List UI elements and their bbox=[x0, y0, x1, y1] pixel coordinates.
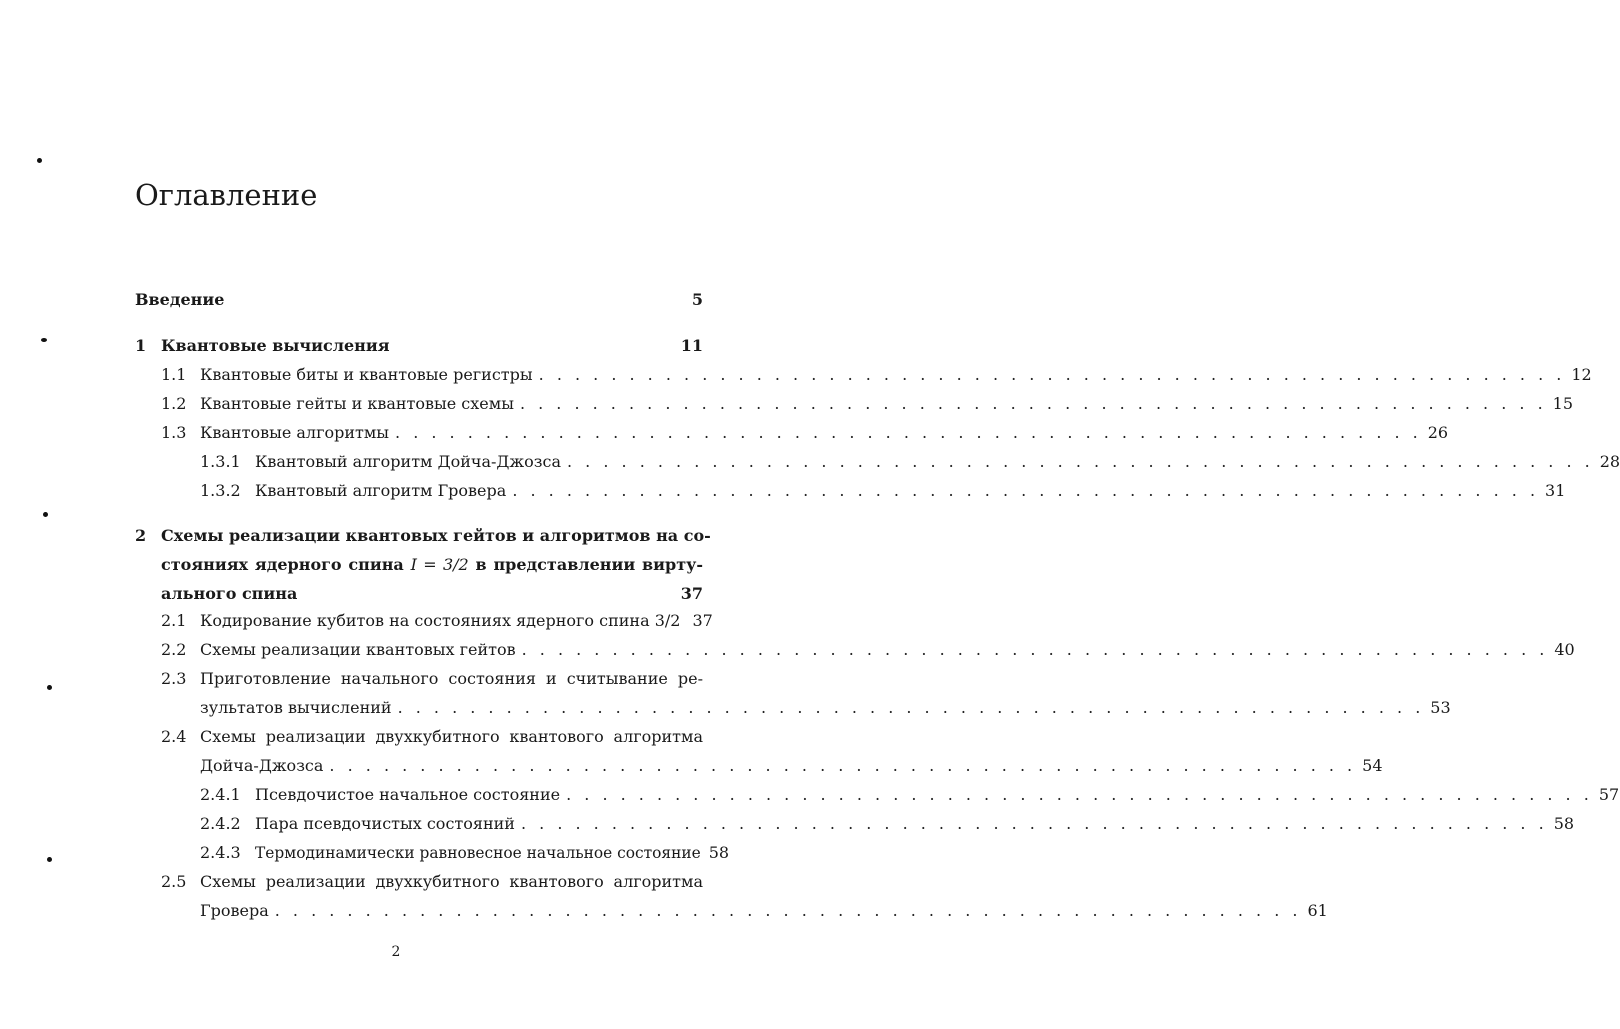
toc-number: 1.3.2 bbox=[200, 481, 241, 500]
toc-page: 54 bbox=[1362, 756, 1383, 775]
toc-number: 2.1 bbox=[161, 611, 187, 630]
toc-subsection-1-3-1[interactable] bbox=[200, 446, 1620, 472]
toc-page: 28 bbox=[1599, 452, 1620, 471]
leader-dots: . . . . . . . . . . . . . . . . . . . . . . . . . . . . . . . . . . . . . . . . . . . . . . . . . . . . . . . . . bbox=[520, 814, 1548, 833]
toc-page: 37 bbox=[692, 611, 713, 630]
toc-number: 1.3.1 bbox=[200, 452, 241, 471]
toc-label: Пара псевдочистых состояний bbox=[255, 814, 515, 833]
page-title: Оглавление bbox=[135, 178, 318, 212]
leader-dots: . . . . . . . . . . . . . . . . . . . . . . . . . . . . . . . . . . . . . . . . . . . . . . . . . . . . . . . . . bbox=[521, 640, 1549, 659]
toc-subsection-2-4-1[interactable] bbox=[200, 779, 1620, 805]
toc-label-line-2: Дойча-Джозса bbox=[200, 756, 324, 775]
toc-subsection-1-3-2[interactable] bbox=[200, 475, 1566, 501]
toc-section-2-3[interactable] bbox=[161, 663, 703, 689]
toc-page: 58 bbox=[1553, 814, 1575, 833]
toc-page: 12 bbox=[1571, 365, 1592, 384]
scan-speck bbox=[43, 512, 48, 517]
toc-page: 53 bbox=[1430, 698, 1451, 717]
toc-page: 61 bbox=[1307, 901, 1328, 920]
toc-number: 2.5 bbox=[161, 872, 187, 891]
toc-label-line-2: Гровера bbox=[200, 901, 269, 920]
page-number: 2 bbox=[391, 944, 401, 960]
toc-section-2-4[interactable] bbox=[161, 721, 703, 747]
toc-label: Схемы реализации квантовых гейтов bbox=[200, 640, 516, 659]
toc-section-2-5-line-2 bbox=[200, 895, 1328, 921]
toc-chapter-2-line-2: стояниях ядерного спина I = 3/2 в представлении вирту- bbox=[161, 555, 703, 574]
toc-subsection-2-4-2[interactable] bbox=[200, 808, 1575, 834]
toc-page: 11 bbox=[680, 336, 703, 355]
toc-page: 58 bbox=[708, 843, 730, 862]
toc-label-line-2: зультатов вычислений bbox=[200, 698, 392, 717]
scan-speck bbox=[47, 685, 52, 690]
toc-number: 1 bbox=[135, 336, 147, 355]
scan-speck bbox=[47, 857, 52, 862]
toc-page: 26 bbox=[1427, 423, 1449, 442]
toc-page: 37 bbox=[680, 584, 703, 603]
toc-page: 40 bbox=[1554, 640, 1575, 659]
scan-speck bbox=[37, 158, 42, 163]
toc-chapter-2-line-3 bbox=[161, 578, 703, 604]
math-expression: I = 3/2 bbox=[410, 555, 469, 574]
toc-page: 15 bbox=[1552, 394, 1574, 413]
leader-dots: . . . . . . . . . . . . . . . . . . . . . . . . . . . . . . . . . . . . . . . . . . . . . . . . . . . . . . . . . bbox=[512, 481, 1540, 500]
toc-section-2-3-line-2 bbox=[200, 692, 1451, 718]
toc-label-line-3: ального спина bbox=[161, 584, 298, 603]
toc-label: Квантовые алгоритмы bbox=[200, 423, 390, 442]
toc-section-2-1[interactable] bbox=[161, 605, 713, 631]
toc-number: 2.4.3 bbox=[200, 843, 241, 862]
leader-dots: . . . . . . . . . . . . . . . . . . . . . . . . . . . . . . . . . . . . . . . . . . . . . . . . . . . . . . . . . bbox=[395, 423, 1422, 442]
toc-number: 2.4 bbox=[161, 727, 187, 746]
toc-label-line-1: Схемы реализации квантовых гейтов и алгоритмов на со- bbox=[161, 526, 711, 545]
toc-label-line-1: Приготовление начального состояния и считывание ре- bbox=[200, 669, 703, 688]
toc-section-2-4-line-2 bbox=[200, 750, 1383, 776]
toc-section-1-2[interactable] bbox=[161, 388, 1574, 414]
toc-label: Псевдочистое начальное состояние bbox=[255, 785, 561, 804]
leader-dots: . . . . . . . . . . . . . . . . . . . . . . . . . . . . . . . . . . . . . . . . . . . . . . . . . . . . . . . . . bbox=[397, 698, 1425, 717]
toc-section-2-5[interactable] bbox=[161, 866, 703, 892]
toc-label: Введение bbox=[135, 290, 225, 309]
toc-section-2-2[interactable] bbox=[161, 634, 1575, 660]
leader-dots: . . . . . . . . . . . . . . . . . . . . . . . . . . . . . . . . . . . . . . . . . . . . . . . . . . . . . . . . . bbox=[329, 756, 1357, 775]
toc-number: 1.1 bbox=[161, 365, 187, 384]
toc-number: 2.4.2 bbox=[200, 814, 241, 833]
toc-number: 2 bbox=[135, 526, 147, 545]
toc-page: 5 bbox=[691, 290, 703, 309]
toc-label: Квантовый алгоритм Дойча-Джозса bbox=[255, 452, 561, 471]
toc-label-line-1: Схемы реализации двухкубитного квантового алгоритма bbox=[200, 727, 703, 746]
toc-subsection-2-4-3[interactable] bbox=[200, 837, 730, 863]
toc-number: 2.3 bbox=[161, 669, 187, 688]
toc-number: 2.4.1 bbox=[200, 785, 241, 804]
leader-dots: . . . . . . . . . . . . . . . . . . . . . . . . . . . . . . . . . . . . . . . . . . . . . . . . . . . . . . . . . bbox=[519, 394, 1547, 413]
toc-chapter-2[interactable] bbox=[135, 520, 711, 546]
leader-dots: . . . . . . . . . . . . . . . . . . . . . . . . . . . . . . . . . . . . . . . . . . . . . . . . . . . . . . . . . bbox=[566, 785, 1593, 804]
toc-label: Квантовые вычисления bbox=[161, 336, 390, 355]
scan-speck bbox=[41, 338, 47, 342]
toc-page: 57 bbox=[1598, 785, 1620, 804]
toc-number: 1.3 bbox=[161, 423, 187, 442]
toc-label: Термодинамически равновесное начальное состояние bbox=[255, 844, 701, 862]
toc-number: 2.2 bbox=[161, 640, 187, 659]
toc-label: Кодирование кубитов на состояниях ядерного спина 3/2 bbox=[200, 611, 681, 630]
toc-label: Квантовые гейты и квантовые схемы bbox=[200, 394, 514, 413]
toc-label-line-1: Схемы реализации двухкубитного квантового алгоритма bbox=[200, 872, 703, 891]
leader-dots: . . . . . . . . . . . . . . . . . . . . . . . . . . . . . . . . . . . . . . . . . . . . . . . . . . . . . . . . . bbox=[538, 365, 1566, 384]
toc-section-1-1[interactable] bbox=[161, 359, 1592, 385]
toc-chapter-1[interactable] bbox=[135, 330, 703, 356]
toc-label: Квантовые биты и квантовые регистры bbox=[200, 365, 533, 384]
toc-page: 31 bbox=[1545, 481, 1566, 500]
toc-label: Квантовый алгоритм Гровера bbox=[255, 481, 507, 500]
toc-number: 1.2 bbox=[161, 394, 187, 413]
leader-dots: . . . . . . . . . . . . . . . . . . . . . . . . . . . . . . . . . . . . . . . . . . . . . . . . . . . . . . . . . bbox=[274, 901, 1302, 920]
leader-dots: . . . . . . . . . . . . . . . . . . . . . . . . . . . . . . . . . . . . . . . . . . . . . . . . . . . . . . . . . bbox=[567, 452, 1594, 471]
toc-section-1-3[interactable] bbox=[161, 417, 1449, 443]
toc-entry-intro[interactable] bbox=[135, 284, 703, 310]
